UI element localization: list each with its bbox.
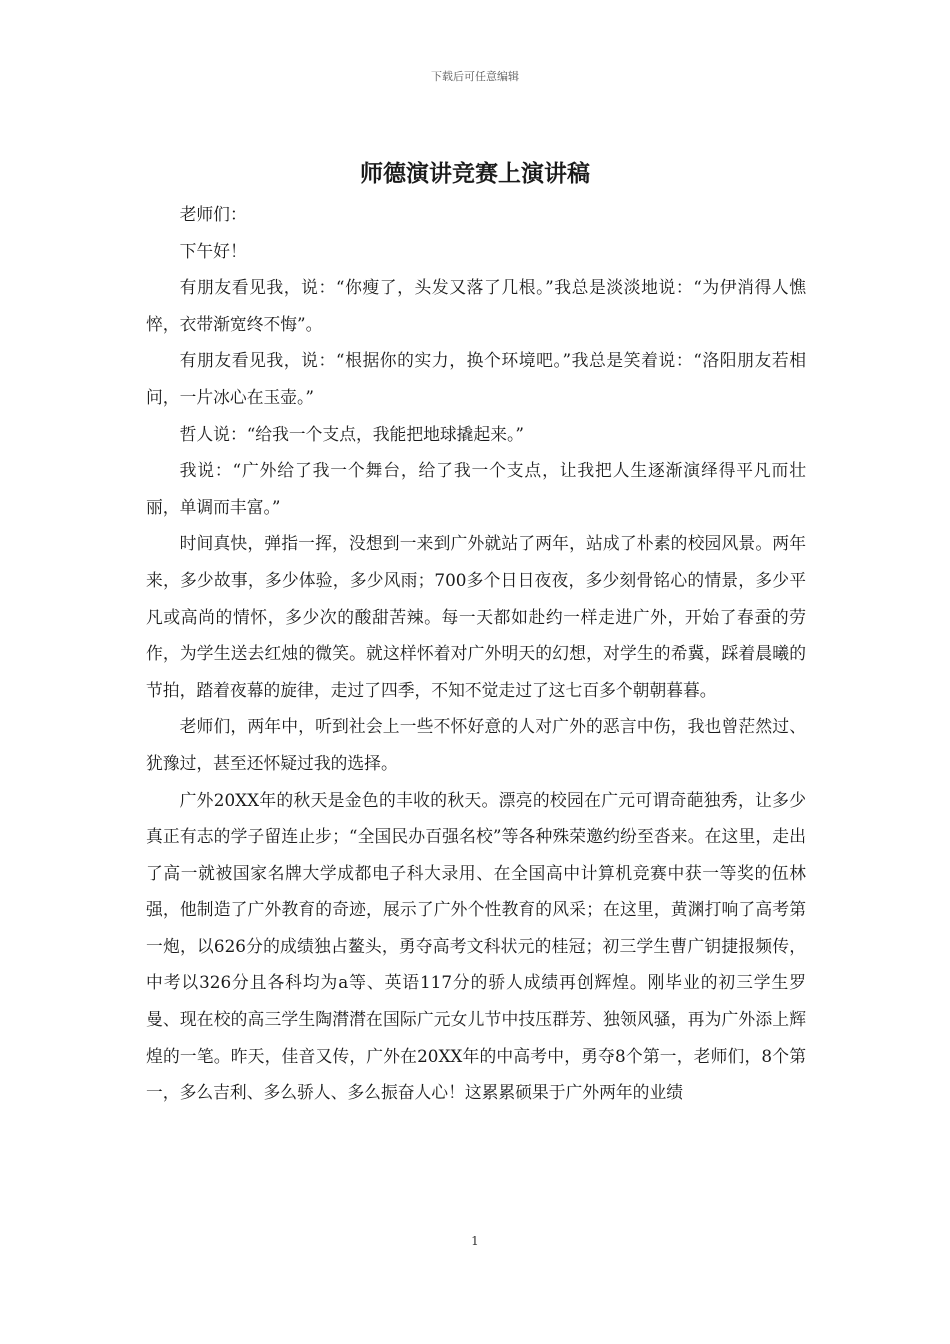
- paragraph: 有朋友看见我，说：“你瘦了，头发又落了几根。”我总是淡淡地说：“为伊消得人憔悴，衣带渐宽终不悔”。: [146, 277, 806, 334]
- paragraph: 时间真快，弹指一挥，没想到一来到广外就站了两年，站成了朴素的校园风景。两年来，多少故事，多少体验，多少风雨；700多个日日夜夜，多少刻骨铭心的情景，多少平凡或高尚的情怀，多少次的酸甜苦辣。每一天都如赴约一样走进广外，开始了春蚕的劳作，为学生送去红烛的微笑。就这样怀着对广外明天的幻想，对学生的希冀，踩着晨曦的节拍，踏着夜幕的旋律，走过了四季，不知不觉走过了这七百多个朝朝暮暮。: [146, 533, 806, 700]
- paragraph-greeting: 下午好！: [179, 240, 247, 261]
- paragraph: 广外20XX年的秋天是金色的丰收的秋天。漂亮的校园在广元可谓奇葩独秀，让多少真正有志的学子留连止步；“全国民办百强名校”等各种殊荣邀约纷至沓来。在这里，走出了高一就被国家名牌大学成都电子科大录用、在全国高中计算机竞赛中获一等奖的伍林强，他制造了广外教育的奇迹，展示了广外个性教育的风采；在这里，黄渊打响了高考第一炮，以626分的成绩独占鳌头，勇夺高考文科状元的桂冠；初三学生曹广钥捷报频传，中考以326分且各科均为a等、英语117分的骄人成绩再创辉煌。刚毕业的初三学生罗曼、现在校的高三学生陶潸潸在国际广元女儿节中技压群芳、独领风骚，再为广外添上辉煌的一笔。昨天，佳音又传，广外在20XX年的中高考中，勇夺8个第一，老师们，8个第一，多么吉利、多么骄人、多么振奋人心！这累累硕果于广外两年的业绩: [146, 789, 806, 1103]
- paragraph: 哲人说：“给我一个支点，我能把地球撬起来。”: [179, 423, 524, 444]
- page-number: 1: [471, 1234, 479, 1248]
- document-body: [146, 196, 806, 1111]
- header-note: 下载后可任意编辑: [431, 70, 519, 83]
- paragraph: 有朋友看见我，说：“根据你的实力，换个环境吧。”我总是笑着说：“洛阳朋友若相问，一片冰心在玉壶。”: [146, 350, 806, 407]
- paragraph: 老师们，两年中，听到社会上一些不怀好意的人对广外的恶言中伤，我也曾茫然过、犹豫过，甚至还怀疑过我的选择。: [146, 716, 806, 773]
- document-title: 师德演讲竞赛上演讲稿: [360, 161, 590, 187]
- paragraph-salutation: 老师们：: [179, 204, 247, 224]
- paragraph: 我说：“广外给了我一个舞台，给了我一个支点，让我把人生逐渐演绎得平凡而壮丽，单调而丰富。”: [146, 460, 806, 517]
